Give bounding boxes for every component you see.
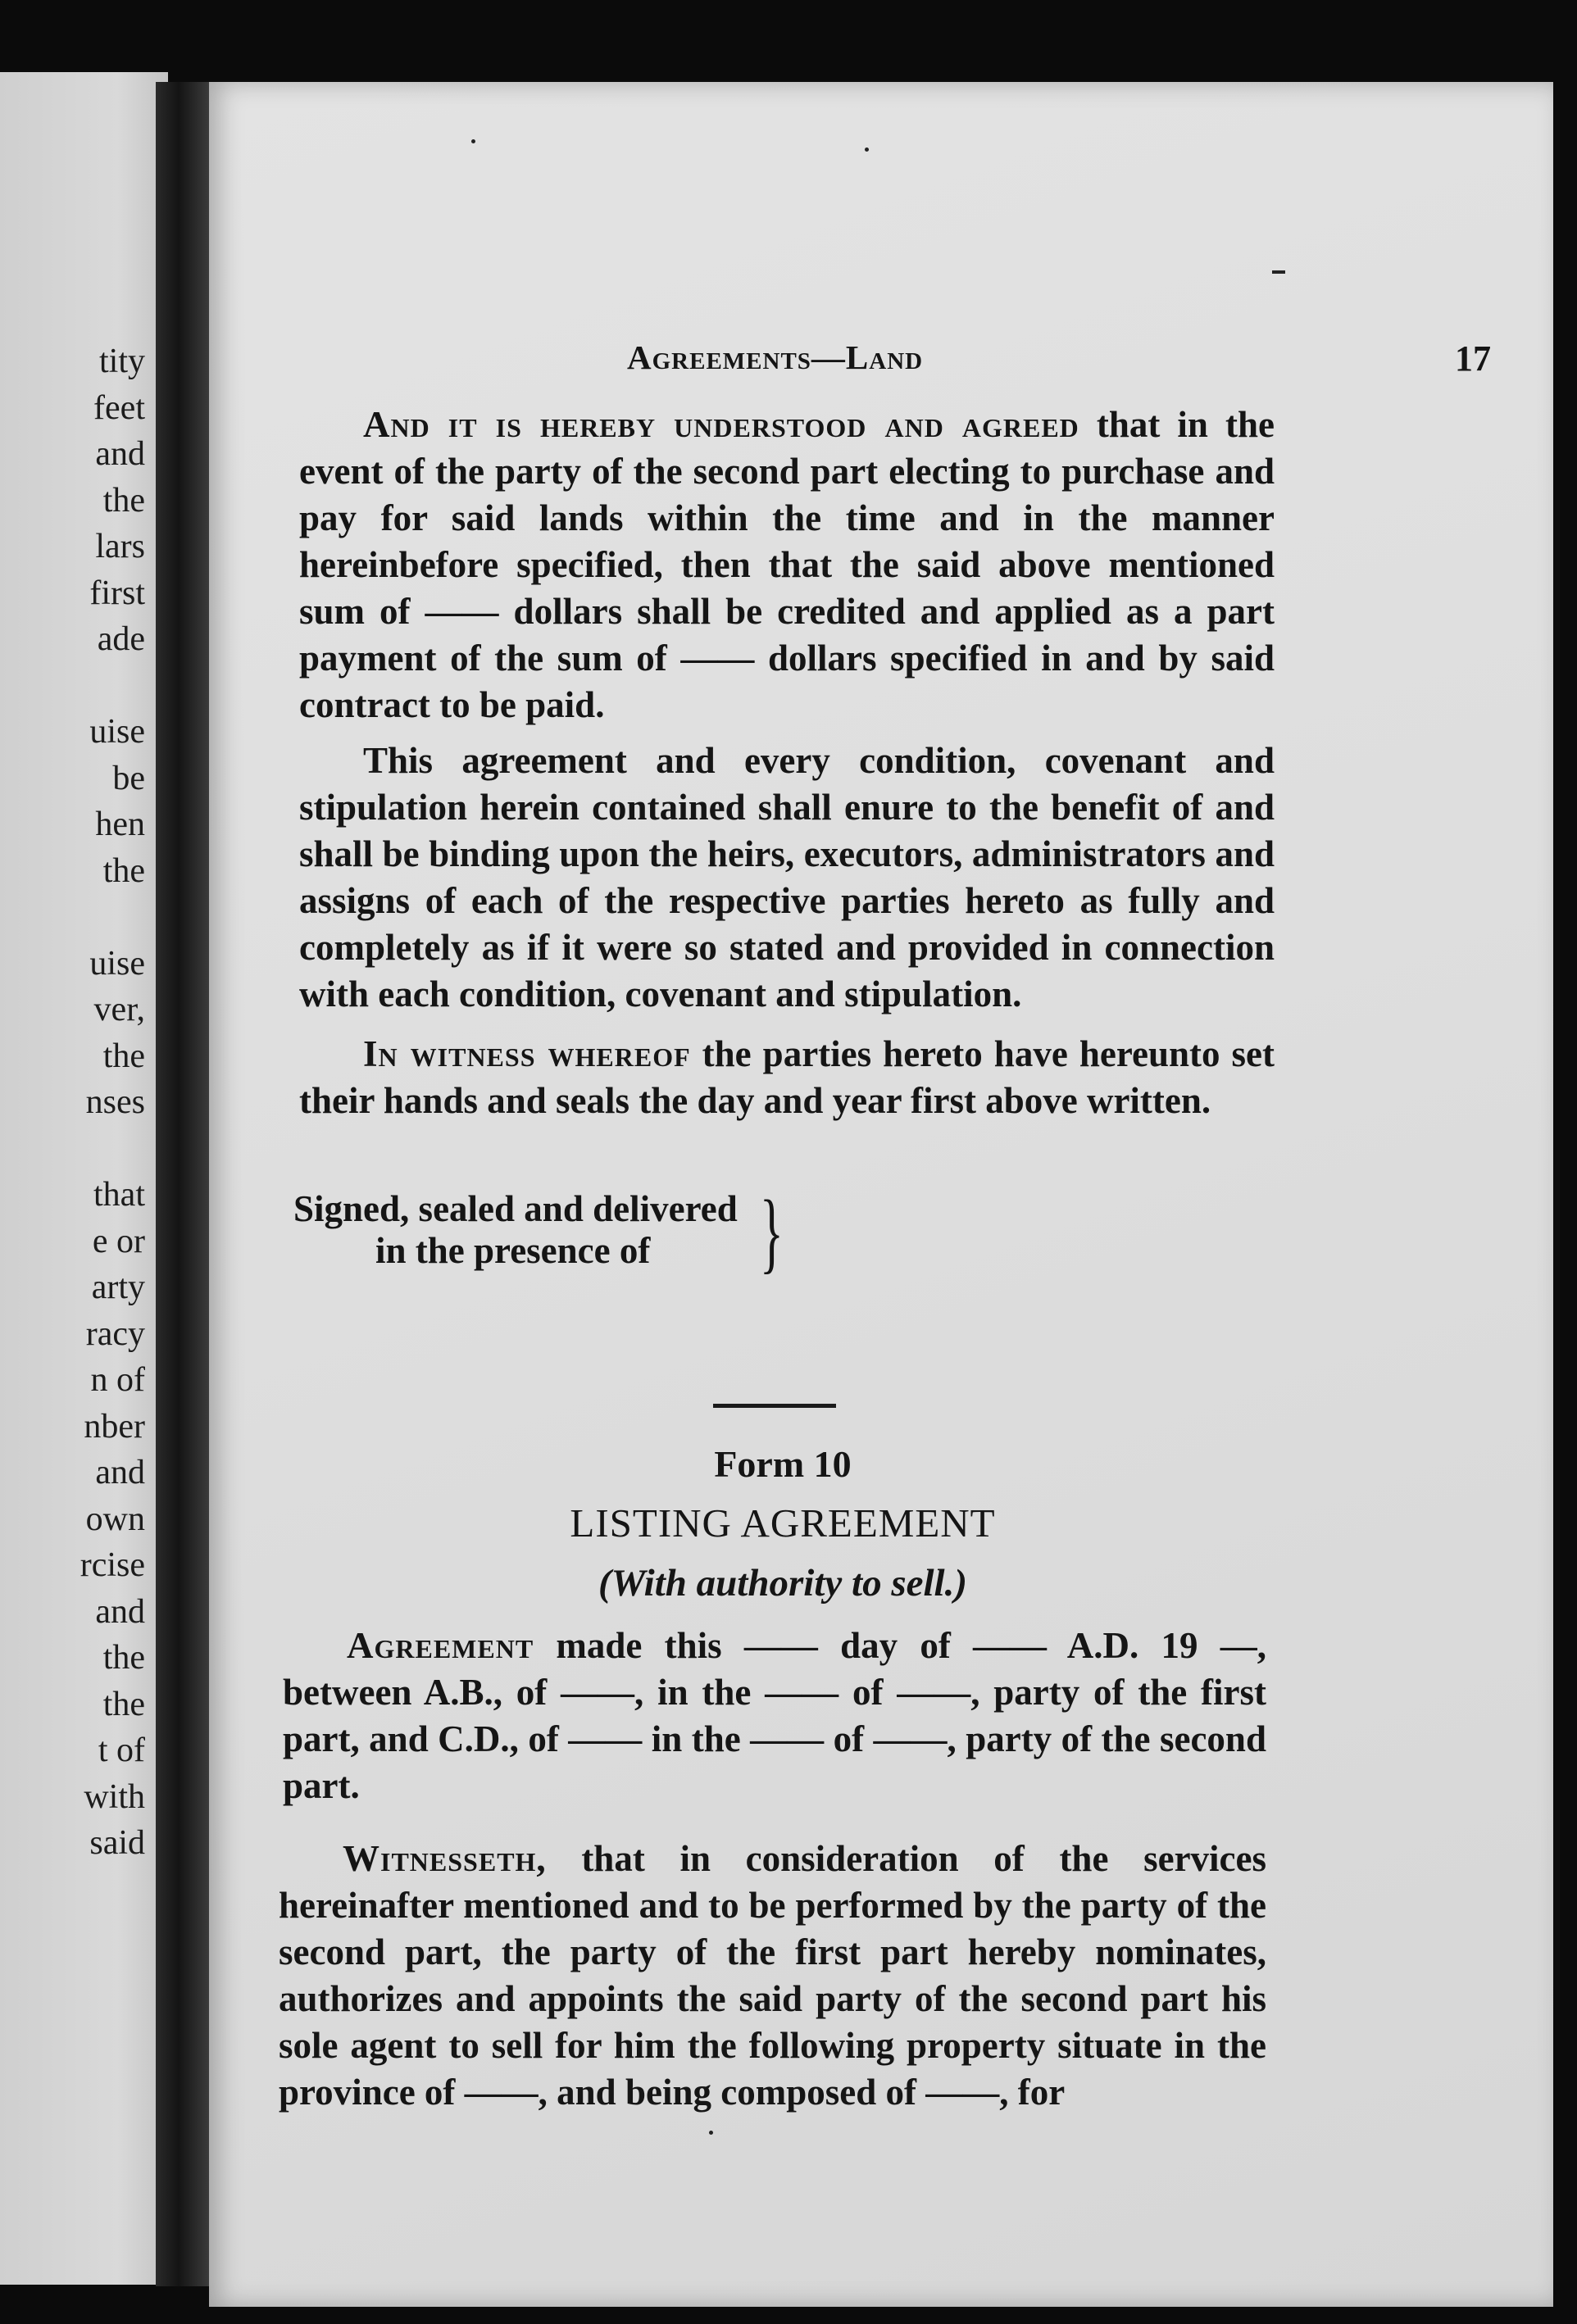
facing-page-line: nses [85,1083,145,1121]
signature-line-2: in the presence of [375,1230,651,1271]
form-number: Form 10 [714,1443,852,1485]
paragraph-lead: In witness whereof [363,1033,691,1074]
paragraph-lead: And it is hereby understood and agreed [363,404,1079,445]
paragraph-text: This agreement and every condition, covenant and stipulation herein contained shall enure to the benefit of and shall be binding upon the heirs, executors, administrators and assigns of each of the respective parties hereto as fully and completely as if it were so stated and provided in connection with each condition, covenant and stipulation. [299,740,1275,1014]
facing-page-line: own [85,1500,145,1538]
facing-page-line: the [102,1639,145,1677]
facing-page-line: feet [93,388,145,427]
facing-page-line: n of [90,1361,145,1399]
signature-block [293,1188,738,1272]
facing-page-line: rcise [80,1546,145,1584]
print-speck [471,139,475,143]
print-speck [1272,270,1285,274]
facing-page-line: that [93,1176,145,1214]
facing-page-line: and [95,1454,145,1491]
paragraph-text: made this —— day of —— A.D. 19 —, between A.B., of ——, in the —— of ——, party of the first part, and C.D., of —— in the —— of ——, party of the second part. [283,1625,1266,1806]
facing-page-line: hen [95,806,145,843]
facing-page-line: and [95,435,145,473]
book-page [209,82,1553,2307]
facing-page-line: t of [98,1732,145,1769]
facing-page-line: nber [84,1407,145,1446]
print-speck [709,2131,713,2135]
facing-page-line: first [89,574,145,612]
facing-page-line: with [84,1777,145,1816]
section-divider [713,1404,836,1408]
facing-page-line: lars [95,528,145,565]
signature-line-1: Signed, sealed and delivered [293,1188,738,1229]
paragraph-text: the parties hereto have hereunto set their hands and seals the day and year first above written. [299,1033,1275,1121]
facing-page-line: uise [89,713,145,751]
paragraph-lead: Witnesseth, [343,1838,547,1879]
facing-page-line: the [102,851,145,890]
paragraph-binding-clause [299,738,1275,1018]
facing-page-line: racy [85,1314,145,1353]
paragraph-lead: Agreement [347,1625,534,1666]
running-title: Agreements—Land [627,338,924,376]
paragraph-witnesseth [279,1836,1266,2116]
facing-page-line: the [102,1685,145,1723]
facing-page-line: e or [92,1222,145,1260]
facing-page-line: and [95,1592,145,1631]
facing-page [0,72,168,2285]
facing-page-line: arty [91,1269,145,1306]
paragraph-text: that in consideration of the services hereinafter mentioned and to be performed by the party of the second part, the party of the first part hereby nominates, authorizes and appoints the said party of the second part his sole agent to sell for him the following property situate in the province of ——, and being composed of ——, for [279,1838,1266,2113]
facing-page-line: be [112,759,145,797]
paragraph-agreement-parties [283,1623,1266,1809]
facing-page-line: tity [98,343,145,380]
facing-page-line: the [102,1037,145,1075]
paragraph-in-witness [299,1031,1275,1124]
form-title: LISTING AGREEMENT [570,1500,996,1546]
facing-page-line: said [89,1824,145,1862]
print-speck [865,148,869,152]
facing-page-line: ade [97,620,145,658]
facing-page-line: uise [89,944,145,983]
paragraph-text: that in the event of the party of the second part electing to purchase and pay for said lands within the time and in the manner hereinbefore specified, then that the said above mentioned sum of —— dollars shall be credited and applied as a part payment of the sum of —— dollars specified in and by said contract to be paid. [299,404,1275,725]
form-subtitle: (With authority to sell.) [598,1562,968,1605]
curly-brace: } [759,1182,784,1282]
facing-page-line: ver, [93,991,145,1028]
page-number: 17 [1455,338,1491,379]
facing-page-line: the [102,481,145,520]
paragraph-understood-agreed [299,402,1275,729]
